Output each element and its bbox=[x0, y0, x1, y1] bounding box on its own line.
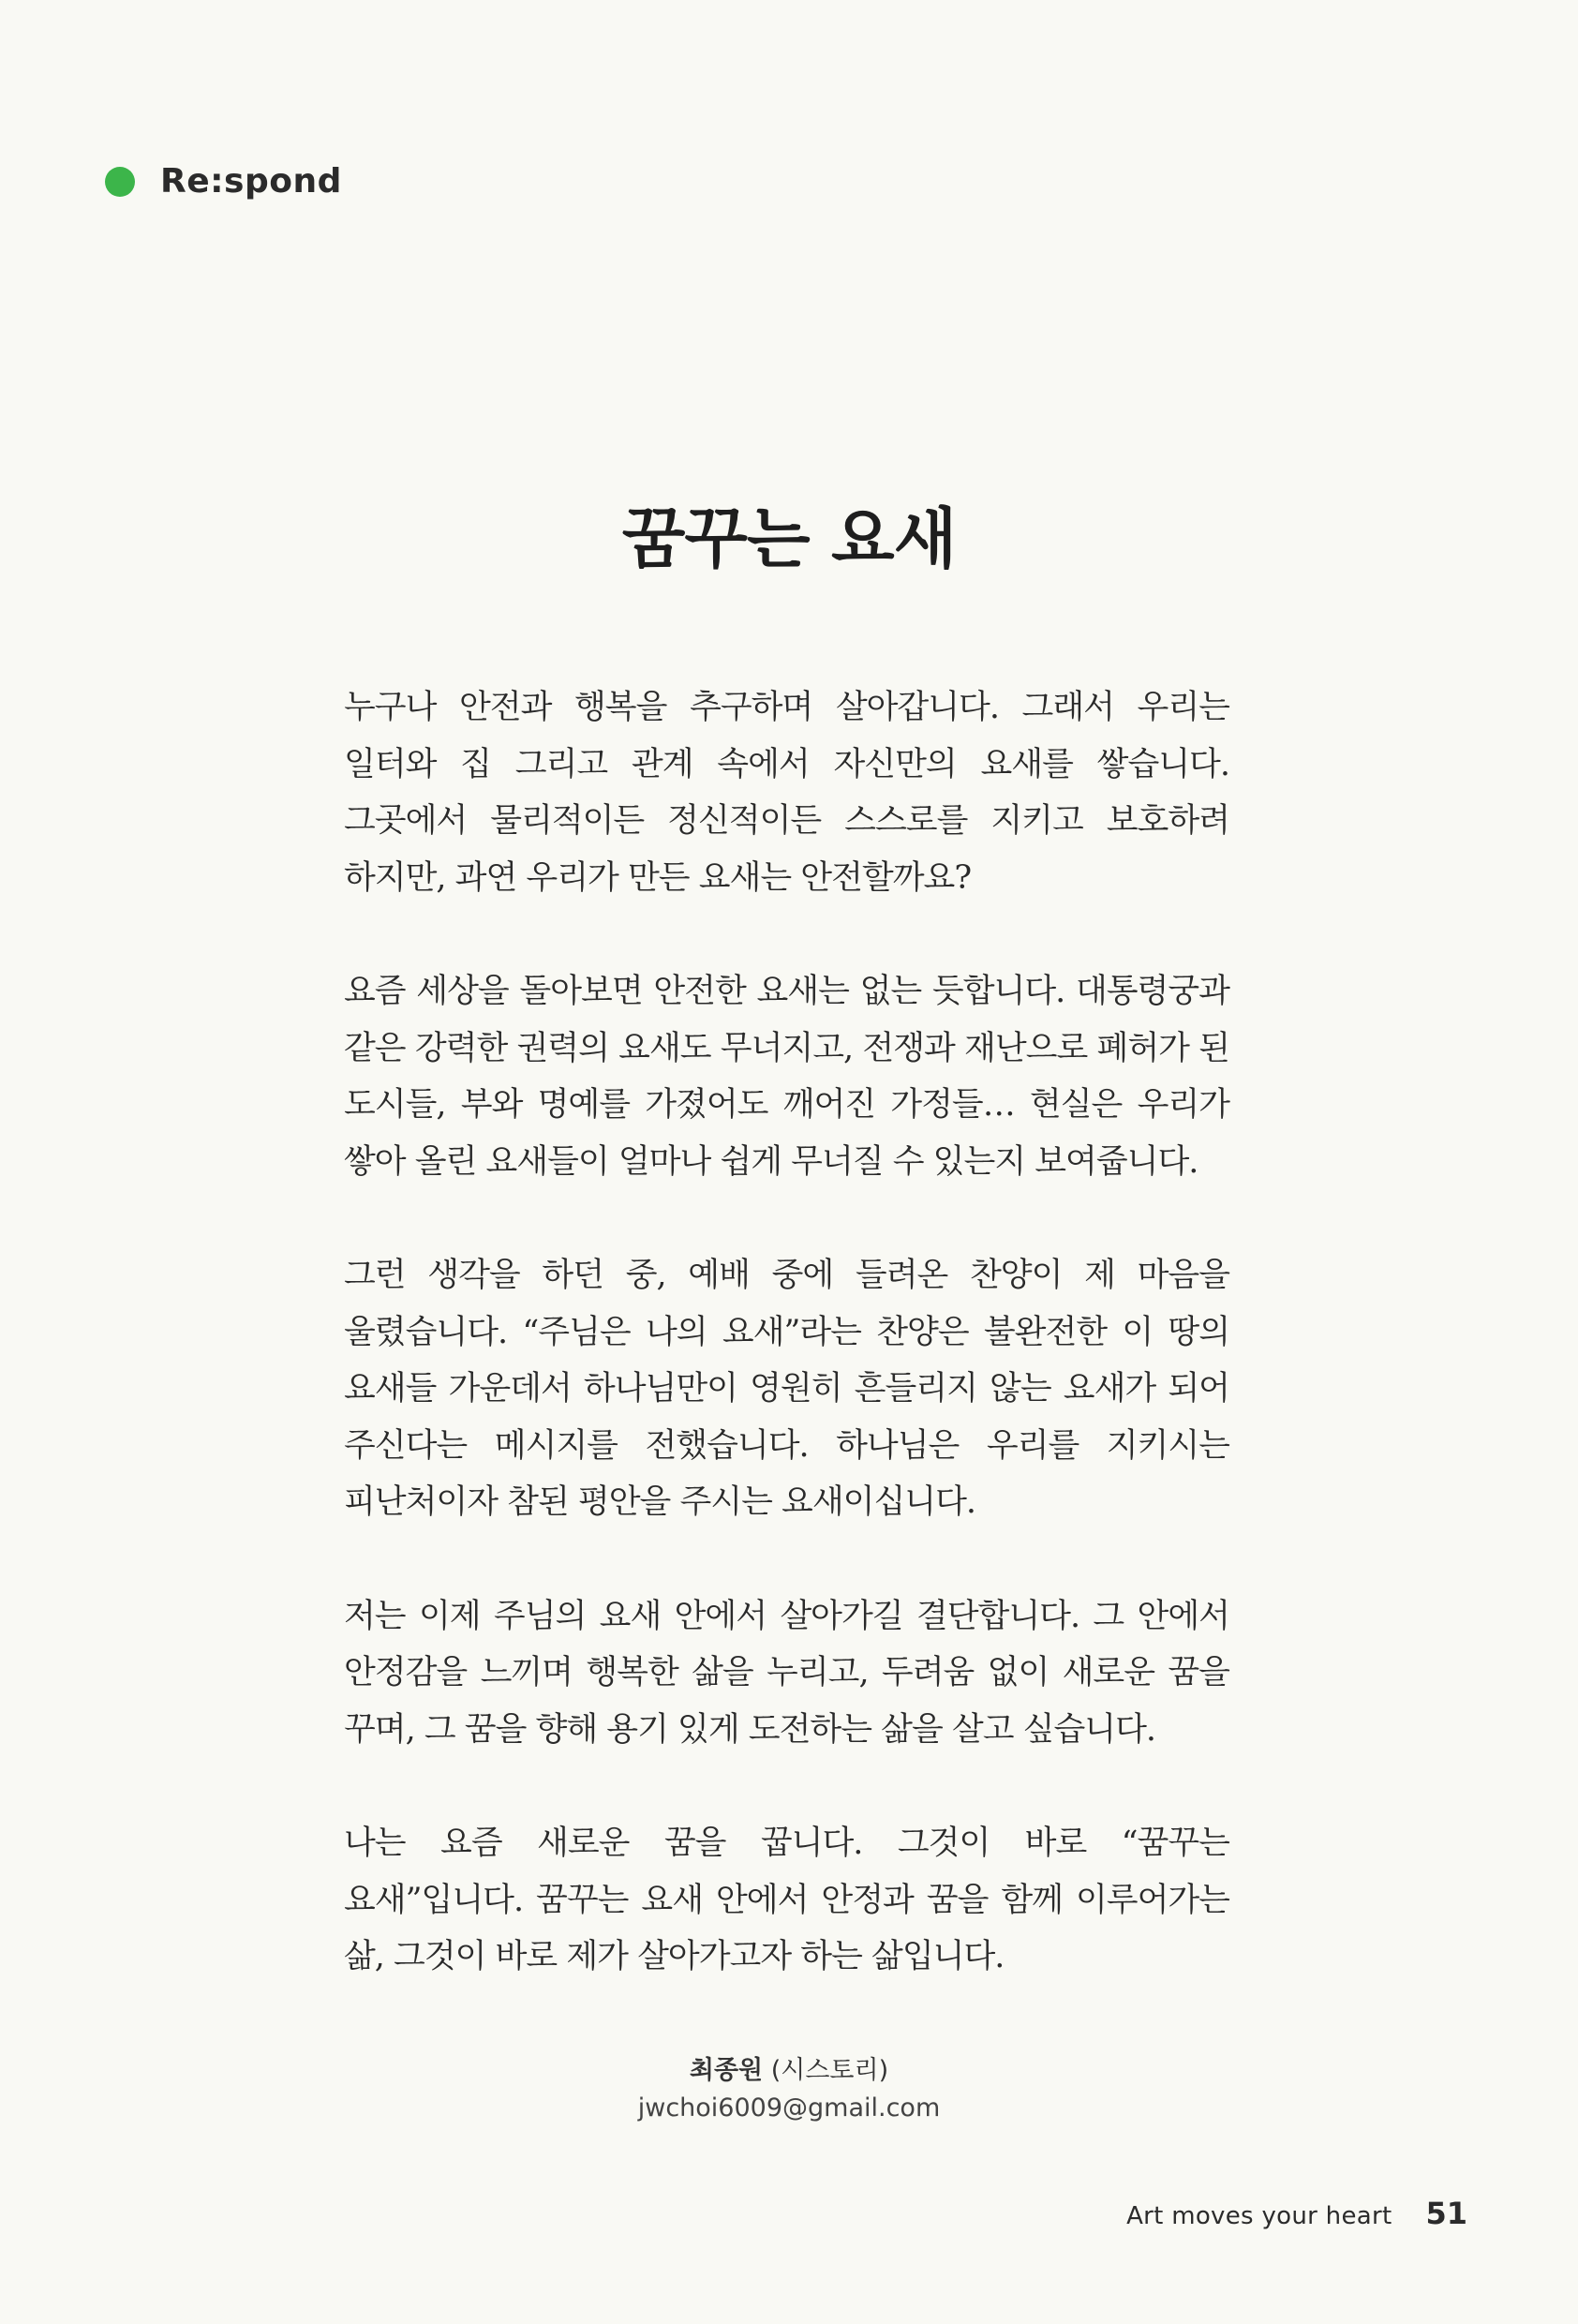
article-paragraph: 나는 요즘 새로운 꿈을 꿉니다. 그것이 바로 “꿈꾸는 요새”입니다. 꿈꾸는 요새 안에서 안정과 꿈을 함께 이루어가는 삶, 그것이 바로 제가 살아가고자 하는 삶입니다. bbox=[344, 1825, 1229, 1975]
author-email[interactable]: jwchoi6009@gmail.com bbox=[637, 2093, 941, 2123]
article-paragraph: 저는 이제 주님의 요새 안에서 살아가길 결단합니다. 그 안에서 안정감을 느끼며 행복한 삶을 누리고, 두려움 없이 새로운 꿈을 꾸며, 그 꿈을 향해 용기 있게 도전하는 삶을 살고 싶습니다. bbox=[344, 1597, 1229, 1749]
section-label: Re:spond bbox=[160, 162, 342, 201]
author-byline bbox=[0, 2052, 1578, 2127]
green-dot-icon bbox=[105, 167, 135, 197]
section-tag bbox=[105, 161, 342, 202]
article-body bbox=[344, 679, 1229, 2043]
footer-slogan: Art moves your heart bbox=[1126, 2202, 1392, 2230]
article-paragraph: 그런 생각을 하던 중, 예배 중에 들려온 찬양이 제 마음을 울렸습니다. “주님은 나의 요새”라는 찬양은 불완전한 이 땅의 요새들 가운데서 하나님만이 영원히 흔들리지 않는 요새가 되어 주신다는 메시지를 전했습니다. 하나님은 우리를 지키시는 피난처이자 참된 평안을 주시는 요새이십니다. bbox=[344, 1257, 1229, 1521]
article-paragraph: 요즘 세상을 돌아보면 안전한 요새는 없는 듯합니다. 대통령궁과 같은 강력한 권력의 요새도 무너지고, 전쟁과 재난으로 폐허가 된 도시들, 부와 명예를 가졌어도 깨어진 가정들… 현실은 우리가 쌓아 올린 요새들이 얼마나 쉽게 무너질 수 있는지 보여줍니다. bbox=[344, 973, 1229, 1181]
article-title: 꿈꾸는 요새 bbox=[621, 499, 957, 577]
page-number: 51 bbox=[1425, 2196, 1467, 2231]
author-affiliation: (시스토리) bbox=[770, 2056, 889, 2085]
author-name: 최종원 bbox=[689, 2056, 764, 2085]
page-footer bbox=[1126, 2196, 1467, 2231]
article-paragraph: 누구나 안전과 행복을 추구하며 살아갑니다. 그래서 우리는 일터와 집 그리고 관계 속에서 자신만의 요새를 쌓습니다. 그곳에서 물리적이든 정신적이든 스스로를 지키고 보호하려 하지만, 과연 우리가 만든 요새는 안전할까요? bbox=[344, 689, 1229, 897]
